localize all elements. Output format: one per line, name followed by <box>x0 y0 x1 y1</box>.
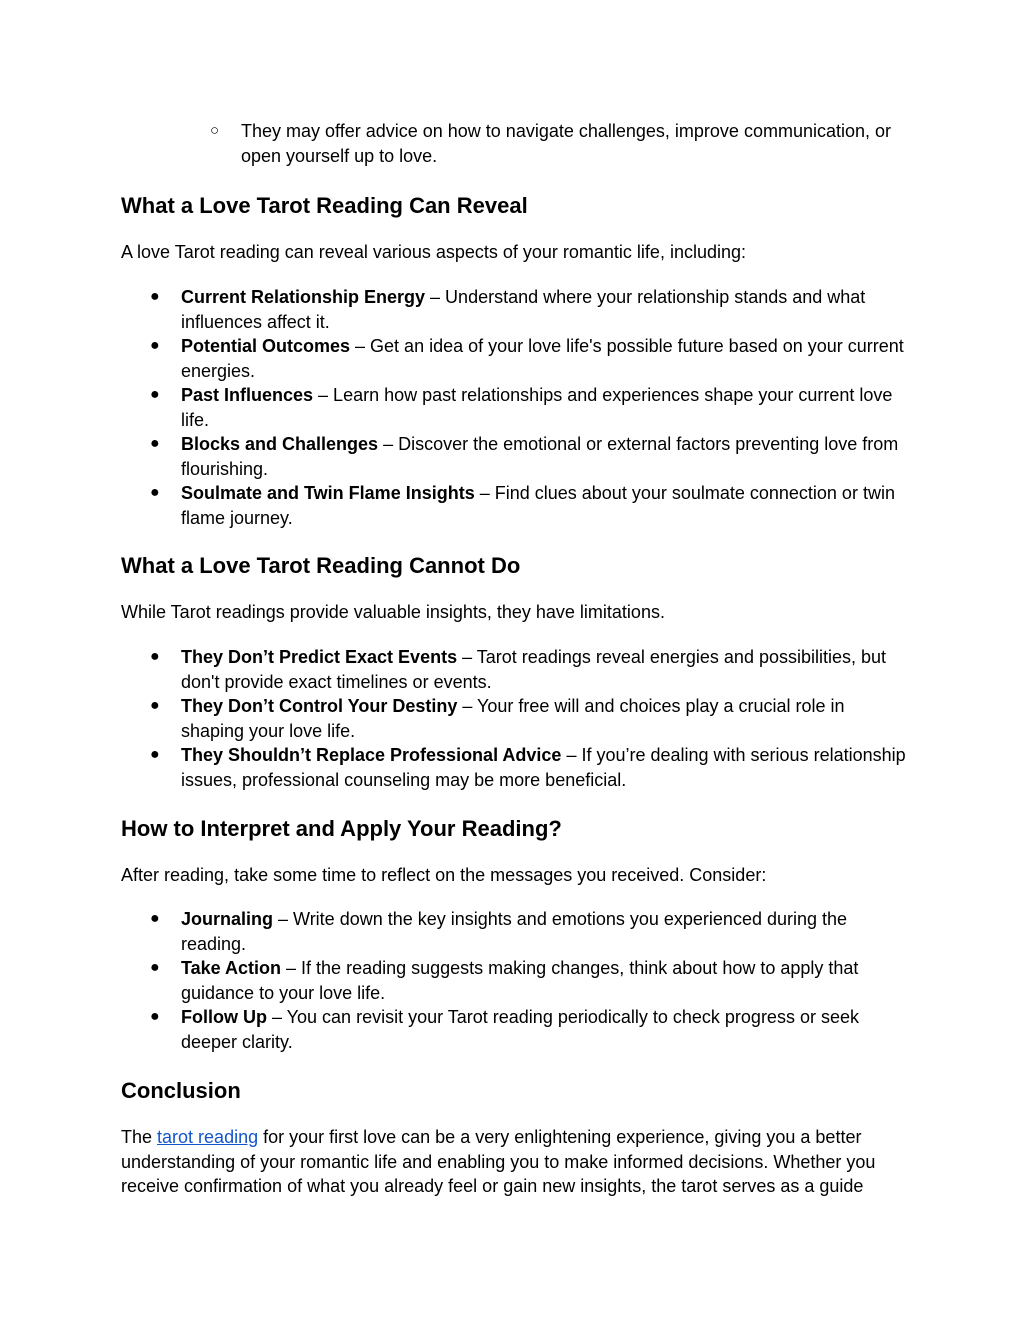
bullet-dot-icon: ● <box>150 697 160 714</box>
tarot-reading-link[interactable]: tarot reading <box>157 1127 259 1147</box>
list-item-term: Blocks and Challenges <box>181 434 379 454</box>
bullet-list-reveal <box>150 285 910 530</box>
list-item-desc: – Get an idea of your love life's possible future based on your current energies. <box>181 336 904 381</box>
list-item <box>150 645 910 694</box>
list-item-term: They Don’t Control Your Destiny <box>181 696 458 716</box>
section-intro-reveal: A love Tarot reading can reveal various aspects of your romantic life, including: <box>121 242 746 262</box>
bullet-list-cannot <box>150 645 910 792</box>
section-heading-interpret: How to Interpret and Apply Your Reading? <box>121 816 562 841</box>
list-item-desc: – Learn how past relationships and experiences shape your current love life. <box>181 385 893 430</box>
bullet-list-interpret <box>150 907 910 1054</box>
section-intro-interpret: After reading, take some time to reflect on the messages you received. Consider: <box>121 865 767 885</box>
list-item-term: They Don’t Predict Exact Events <box>181 647 458 667</box>
list-item <box>150 481 910 530</box>
list-item-desc: – If you’re dealing with serious relationship issues, professional counseling may be more beneficial. <box>181 745 906 790</box>
list-item-term: Soulmate and Twin Flame Insights <box>181 483 475 503</box>
list-item-desc: – Understand where your relationship stands and what influences affect it. <box>181 287 866 332</box>
bullet-dot-icon: ● <box>150 648 160 665</box>
conclusion-text-rest: for your first love can be a very enlightening experience, giving you a better understanding of your romantic life and enabling you to make informed decisions. Whether you receive confirmation of what you already feel or gain new insights, the tarot serves as a guide <box>121 1127 876 1196</box>
list-item <box>150 285 910 334</box>
list-item-term: Journaling <box>181 909 274 929</box>
bullet-dot-icon: ● <box>150 435 160 452</box>
sub-bullet-item <box>210 119 900 168</box>
bullet-dot-icon: ● <box>150 484 160 501</box>
conclusion-text-start: The <box>121 1127 158 1147</box>
list-item <box>150 1005 910 1054</box>
list-item <box>150 334 910 383</box>
sub-bullet-text: They may offer advice on how to navigate challenges, improve communication, or open yourself up to love. <box>241 121 892 166</box>
list-item-desc: – Discover the emotional or external factors preventing love from flourishing. <box>181 434 899 479</box>
list-item-desc: – Find clues about your soulmate connection or twin flame journey. <box>181 483 895 528</box>
conclusion-paragraph <box>121 1125 911 1199</box>
section-heading-cannot: What a Love Tarot Reading Cannot Do <box>121 553 521 578</box>
list-item-term: Follow Up <box>181 1007 267 1027</box>
bullet-dot-icon: ● <box>150 386 160 403</box>
list-item <box>150 956 910 1005</box>
list-item <box>150 694 910 743</box>
section-heading-reveal: What a Love Tarot Reading Can Reveal <box>121 193 528 218</box>
list-item-desc: – If the reading suggests making changes, think about how to apply that guidance to your love life. <box>181 958 859 1003</box>
list-item <box>150 743 910 792</box>
list-item <box>150 383 910 432</box>
list-item-term: Potential Outcomes <box>181 336 351 356</box>
bullet-dot-icon: ● <box>150 337 160 354</box>
list-item-desc: – Write down the key insights and emotions you experienced during the reading. <box>181 909 848 954</box>
list-item <box>150 432 910 481</box>
list-item-desc: – Tarot readings reveal energies and possibilities, but don't provide exact timelines or events. <box>181 647 887 692</box>
list-item-desc: – You can revisit your Tarot reading periodically to check progress or seek deeper clarity. <box>181 1007 859 1052</box>
bullet-dot-icon: ● <box>150 910 160 927</box>
bullet-dot-icon: ● <box>150 1008 160 1025</box>
list-item-term: Take Action <box>181 958 282 978</box>
section-heading-conclusion: Conclusion <box>121 1078 241 1103</box>
bullet-dot-icon: ● <box>150 959 160 976</box>
list-item-term: They Shouldn’t Replace Professional Advice <box>181 745 562 765</box>
section-intro-cannot: While Tarot readings provide valuable insights, they have limitations. <box>121 602 665 622</box>
list-item-term: Current Relationship Energy <box>181 287 426 307</box>
bullet-dot-icon: ● <box>150 288 160 305</box>
list-item-term: Past Influences <box>181 385 314 405</box>
list-item <box>150 907 910 956</box>
list-item-desc: – Your free will and choices play a crucial role in shaping your love life. <box>181 696 845 741</box>
bullet-dot-icon: ● <box>150 746 160 763</box>
hollow-circle-bullet-icon: ○ <box>210 122 220 139</box>
